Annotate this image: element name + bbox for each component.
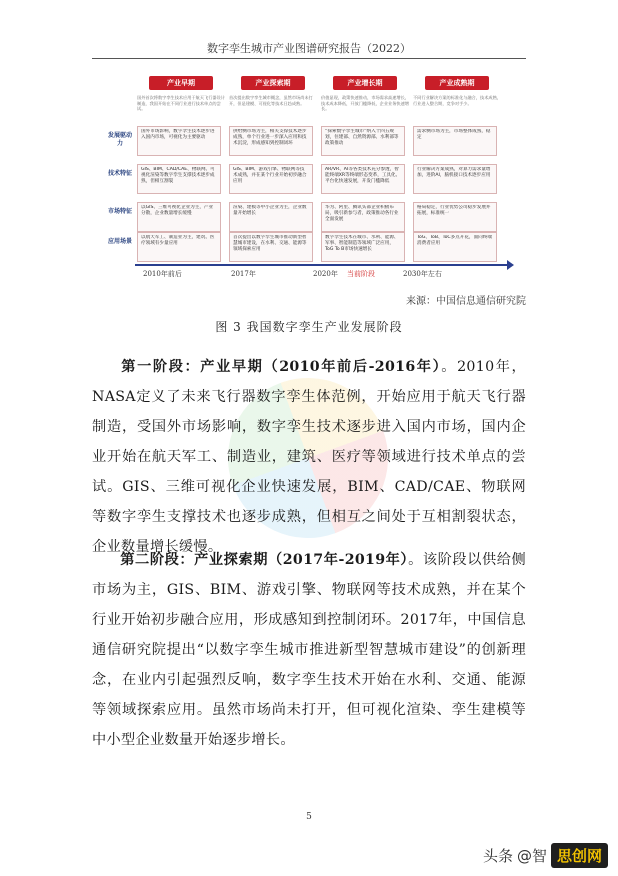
stage-desc-explore: 首次提出数字孪生城市概念，虽然市场尚未打开，但是建模、可视化等技术日趋成熟。 xyxy=(229,95,313,106)
timeline-tick: 2030年左右 xyxy=(403,270,442,278)
timeline-tick: 2020年 xyxy=(313,270,338,278)
footer-watermark xyxy=(483,843,608,868)
timeline-tick: 2017年 xyxy=(231,270,256,278)
stage-desc-mature: 不同行业解决方案的标准化与融合，技术成熟，行业进入整合期，竞争对手少。 xyxy=(413,95,501,106)
stage-desc-growth: 价值显现，政策快速推动，市场需求高速增长，技术成本降低，开放门槛降低，企业业务快速增长。 xyxy=(321,95,409,111)
paragraph-text: 。2010年，NASA定义了未来飞行器数字孪生体范例，开始应用于航天飞行器制造，受国外市场影响，数字孪生技术逐步进入国内市场，国内企业开始在航天军工、制造业，建筑、医疗等领域进行技术单点的尝试。GIS、三维可视化企业快速发展，BIM、CAD/CAE、物联网等数字孪生支撑技术也逐步成熟，但相互之间处于互相割裂状态，企业数量增长缓慢。 xyxy=(92,359,526,555)
cell-market-growth: 华为、阿里、腾讯头部企业积极布局，吸引新参与者，政策推动各行业全面发展 xyxy=(321,202,405,232)
row-label-driver: 发展驱动力 xyxy=(107,132,132,147)
cell-app-growth: 数字孪生技术在城市、水利、能源、军事、智能制造等领域广泛应用，ToG To B市场快速增长 xyxy=(321,232,405,262)
cell-app-mature: ToG、ToB、ToC多点开花，面向终端消费者应用 xyxy=(413,232,497,262)
paragraph-stage-two xyxy=(92,545,526,755)
timeline-tick-current: 当前阶段 xyxy=(347,270,375,278)
cell-app-explore: 首次提出以数字孪生城市推动新型智慧城市建设，在水利、交通、能源等领域探索应用 xyxy=(229,232,313,262)
row-label-application: 应用场景 xyxy=(107,238,132,245)
stage-desc-early: 国外首次将数字孪生技术应用于航天飞行器设计制造，我国开始在不同行业进行技术单点的尝试。 xyxy=(137,95,225,111)
cell-market-mature: 格局稳定，行业优势公司稳步发展并拓展，标准统一 xyxy=(413,202,497,232)
cell-driver-explore: 供给侧市场为主，相关支撑技术逐步成熟，单个行业进一步深入应用和技术沉淀，形成感知到控制闭环 xyxy=(229,126,313,156)
page-number: 5 xyxy=(306,812,312,822)
cell-driver-early: 国外市场影响，数字孪生技术逐步进入国内市场，可视化为主要驱动 xyxy=(137,126,221,156)
paragraph-lead: 第一阶段：产业早期（2010年前后-2016年） xyxy=(120,359,442,375)
figure-caption: 图 3 我国数字孪生产业发展阶段 xyxy=(215,320,403,334)
figure-source: 来源：中国信息通信研究院 xyxy=(406,296,526,307)
industry-stage-figure xyxy=(107,76,511,288)
running-header: 数字孪生城市产业图谱研究报告（2022） xyxy=(207,42,411,55)
paragraph-text: 。该阶段以供给侧市场为主，GIS、BIM、游戏引擎、物联网等技术成熟，并在某个行业开始初步融合应用，形成感知到控制闭环。2017年，中国信息通信研究院提出“以数字孪生城市推进新型智慧城市建设”的创新理念，在业内引起强烈反响，数字孪生技术开始在水利、交通、能源等领域探索应用。虽然市场尚未打开，但可视化渲染、孪生建模等中小型企业数量开始逐步增长。 xyxy=(92,552,526,748)
cell-driver-growth: “探索数字孪生城市”纳入十四五规划，住建部、自然资源部、水利部等政策推动 xyxy=(321,126,405,156)
row-label-tech: 技术特征 xyxy=(107,170,132,177)
cell-tech-early: GIS、BIM、CAD/CAE、物联网、可视化渲染等数字孪生支撑技术逐步成熟，但相互割裂 xyxy=(137,164,221,194)
timeline-axis xyxy=(135,264,511,266)
cell-app-early: 以航天军工、制造业为主，建筑、医疗领域有少量应用 xyxy=(137,232,221,262)
cell-market-early: 以GIS、三维可视化企业为主，产业分散，企业数量增长缓慢 xyxy=(137,202,221,232)
brand-logo: 思创网 xyxy=(551,843,608,868)
header-divider xyxy=(92,58,526,59)
stage-header-growth: 产业增长期 xyxy=(333,76,397,90)
footer-author: @智 xyxy=(516,847,547,865)
timeline-arrow-icon xyxy=(507,260,514,270)
row-label-market: 市场特征 xyxy=(107,208,132,215)
stage-header-mature: 产业成熟期 xyxy=(425,76,489,90)
cell-tech-explore: GIS、BIM、游戏引擎、物联网等技术成熟，并在某个行业开始初步融合应用 xyxy=(229,164,313,194)
paragraph-stage-one xyxy=(92,352,526,562)
timeline-tick: 2010年前后 xyxy=(143,270,182,278)
cell-tech-mature: 行业解决方案成熟，对算力需求量增加，进阶AI，脑机接口技术逐步应用 xyxy=(413,164,497,194)
stage-header-explore: 产业探索期 xyxy=(241,76,305,90)
cell-driver-mature: 需求侧市场为主，市场整体成熟，稳定 xyxy=(413,126,497,156)
stage-header-early: 产业早期 xyxy=(149,76,213,90)
paragraph-lead: 第二阶段：产业探索期（2017年-2019年） xyxy=(120,552,409,568)
footer-prefix: 头条 xyxy=(482,847,513,865)
cell-tech-growth: AR/VR、AI等各类技术充分参透，智能终端XR等终端形态变革，工具化、平台化快速发展，开发门槛降低 xyxy=(321,164,405,194)
cell-market-explore: 渲染、建模等中小企业为主，企业数量开始增长 xyxy=(229,202,313,232)
